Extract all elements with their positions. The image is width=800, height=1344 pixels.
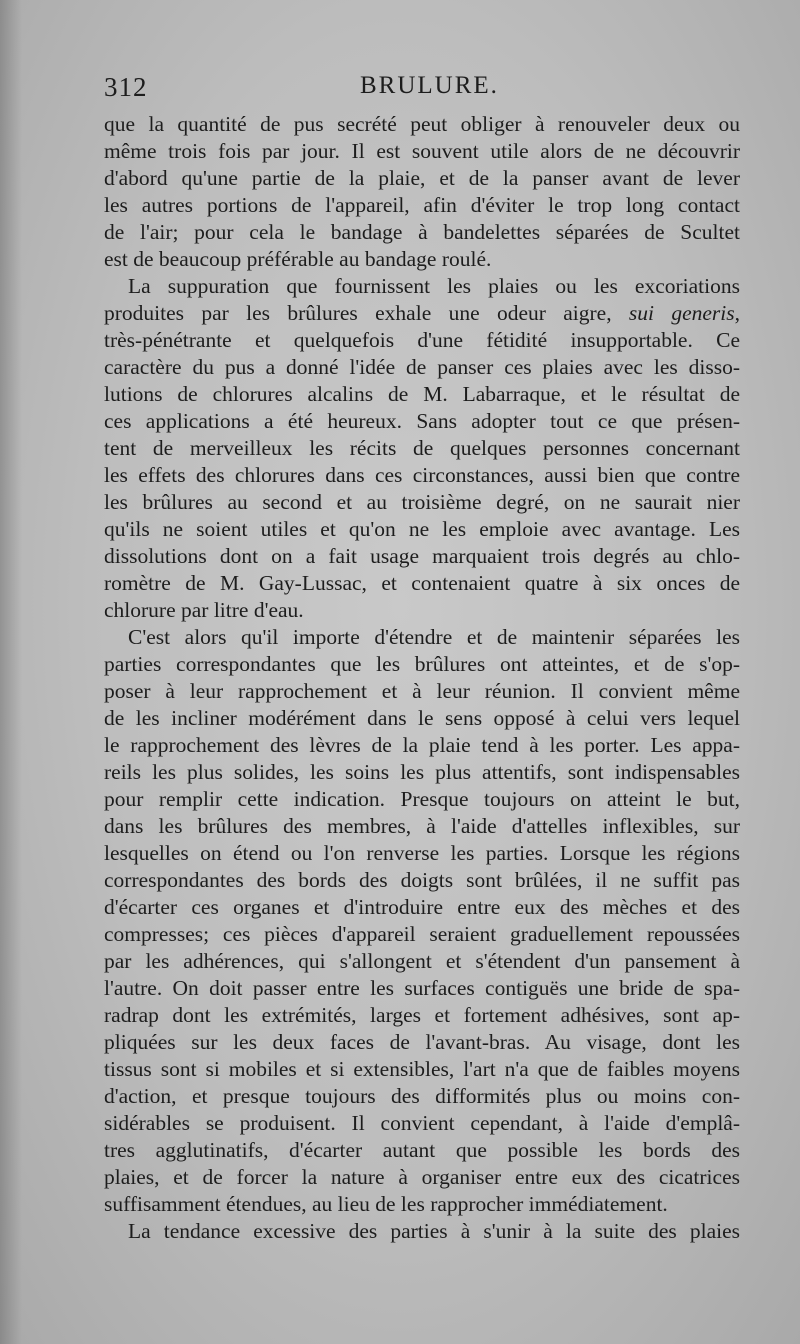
text-line: compresses; ces pièces d'appareil seraient graduellement repoussées bbox=[104, 922, 740, 946]
text-line: C'est alors qu'il importe d'étendre et de maintenir séparées les bbox=[128, 625, 740, 649]
text-line: que la quantité de pus secrété peut obliger à renouveler deux ou bbox=[104, 112, 740, 136]
running-head: BRULURE. bbox=[360, 72, 499, 99]
text-line: caractère du pus a donné l'idée de panser ces plaies avec les disso- bbox=[104, 355, 740, 379]
text-line: lutions de chlorures alcalins de M. Labarraque, et le résultat de bbox=[104, 382, 740, 406]
page-number: 312 bbox=[104, 72, 148, 102]
text-line: d'abord qu'une partie de la plaie, et de la panser avant de lever bbox=[104, 166, 740, 190]
text-line: lesquelles on étend ou l'on renverse les parties. Lorsque les régions bbox=[104, 841, 740, 865]
text-line: même trois fois par jour. Il est souvent utile alors de ne découvrir bbox=[104, 139, 740, 163]
page-header bbox=[104, 72, 740, 108]
text-line: très-pénétrante et quelquefois d'une fétidité insupportable. Ce bbox=[104, 328, 740, 352]
text-line: dissolutions dont on a fait usage marquaient trois degrés au chlo- bbox=[104, 544, 740, 568]
text-line: de l'air; pour cela le bandage à bandelettes séparées de Scultet bbox=[104, 220, 740, 244]
text-line: est de beaucoup préférable au bandage roulé. bbox=[104, 247, 492, 271]
page-edge-shadow bbox=[0, 0, 22, 1344]
text-line: plaies, et de forcer la nature à organiser entre eux des cicatrices bbox=[104, 1165, 740, 1189]
text-line: radrap dont les extrémités, larges et fortement adhésives, sont ap- bbox=[104, 1003, 740, 1027]
body-text bbox=[104, 111, 740, 1245]
text-line: qu'ils ne soient utiles et qu'on ne les emploie avec avantage. Les bbox=[104, 517, 740, 541]
text-line: ces applications a été heureux. Sans adopter tout ce que présen- bbox=[104, 409, 740, 433]
text-line: suffisamment étendues, au lieu de les rapprocher immédiatement. bbox=[104, 1192, 668, 1216]
text-line: produites par les brûlures exhale une odeur aigre, sui generis, bbox=[104, 301, 740, 325]
text-line: dans les brûlures des membres, à l'aide d'attelles inflexibles, sur bbox=[104, 814, 740, 838]
paragraph bbox=[104, 111, 740, 273]
text-line: tres agglutinatifs, d'écarter autant que possible les bords des bbox=[104, 1138, 740, 1162]
text-line: d'écarter ces organes et d'introduire entre eux des mèches et des bbox=[104, 895, 740, 919]
text-line: La tendance excessive des parties à s'unir à la suite des plaies bbox=[128, 1219, 740, 1243]
text-line: tent de merveilleux les récits de quelques personnes concernant bbox=[104, 436, 740, 460]
text-line: les autres portions de l'appareil, afin d'éviter le trop long contact bbox=[104, 193, 740, 217]
text-line: sidérables se produisent. Il convient cependant, à l'aide d'emplâ- bbox=[104, 1111, 740, 1135]
text-line: chlorure par litre d'eau. bbox=[104, 598, 304, 622]
text-line: les effets des chlorures dans ces circonstances, aussi bien que contre bbox=[104, 463, 740, 487]
italic-phrase: sui generis bbox=[628, 301, 735, 325]
text-line: par les adhérences, qui s'allongent et s'étendent d'un pansement à bbox=[104, 949, 740, 973]
text-line: le rapprochement des lèvres de la plaie tend à les porter. Les appa- bbox=[104, 733, 740, 757]
text-line: tissus sont si mobiles et si extensibles, l'art n'a que de faibles moyens bbox=[104, 1057, 740, 1081]
text-line: La suppuration que fournissent les plaies ou les excoriations bbox=[128, 274, 740, 298]
text-line: reils les plus solides, les soins les plus attentifs, sont indispensables bbox=[104, 760, 740, 784]
text-line: les brûlures au second et au troisième degré, on ne saurait nier bbox=[104, 490, 740, 514]
paragraph bbox=[104, 273, 740, 624]
text-line: de les incliner modérément dans le sens opposé à celui vers lequel bbox=[104, 706, 740, 730]
text-line: correspondantes des bords des doigts sont brûlées, il ne suffit pas bbox=[104, 868, 740, 892]
text-line: d'action, et presque toujours des difformités plus ou moins con- bbox=[104, 1084, 740, 1108]
paragraph bbox=[104, 624, 740, 1218]
paragraph bbox=[104, 1218, 740, 1245]
text-line: romètre de M. Gay-Lussac, et contenaient quatre à six onces de bbox=[104, 571, 740, 595]
text-line: l'autre. On doit passer entre les surfaces contiguës une bride de spa- bbox=[104, 976, 740, 1000]
text-line: pour remplir cette indication. Presque toujours on atteint le but, bbox=[104, 787, 740, 811]
text-line: parties correspondantes que les brûlures ont atteintes, et de s'op- bbox=[104, 652, 740, 676]
text-line: pliquées sur les deux faces de l'avant-bras. Au visage, dont les bbox=[104, 1030, 740, 1054]
text-line: poser à leur rapprochement et à leur réunion. Il convient même bbox=[104, 679, 740, 703]
